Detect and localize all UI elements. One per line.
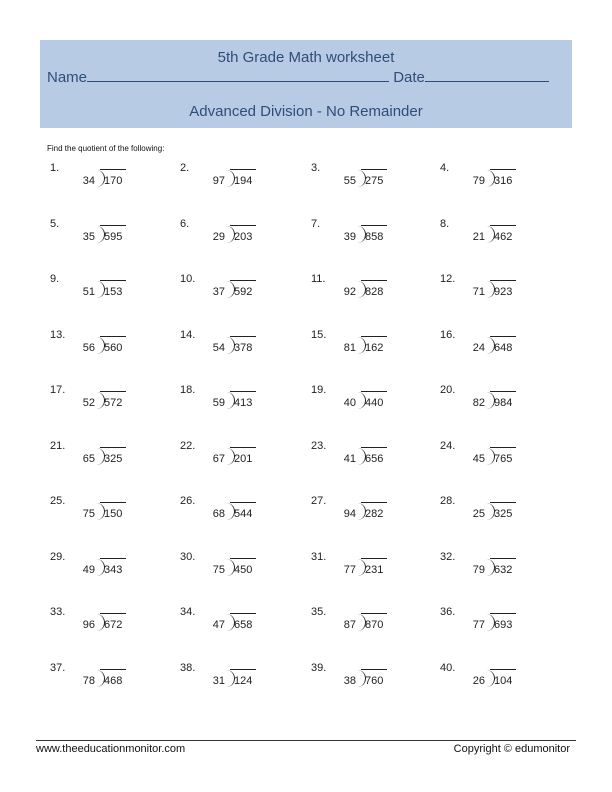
problem-number: 26. (180, 495, 196, 507)
worksheet-header (40, 40, 572, 128)
divisor: 82 (472, 397, 485, 409)
division-bar (490, 502, 516, 503)
divisor: 29 (212, 230, 225, 243)
division-bar (230, 669, 256, 670)
dividend: 560 (104, 341, 123, 354)
dividend: 104 (494, 674, 513, 687)
division-problem (440, 273, 560, 313)
dividend: 462 (494, 230, 513, 243)
divisor: 94 (343, 508, 356, 520)
dividend: 693 (494, 619, 513, 631)
divisor: 21 (472, 230, 485, 243)
dividend: 544 (234, 508, 253, 520)
problem-number: 16. (440, 328, 456, 341)
worksheet-subtitle: Advanced Division - No Remainder (189, 103, 423, 120)
division-problem (50, 662, 170, 702)
problem-number: 34. (180, 606, 196, 618)
footer-divider (36, 740, 576, 741)
division-problem (50, 551, 170, 591)
divisor: 54 (212, 341, 225, 354)
dividend: 765 (494, 452, 513, 465)
divisor: 77 (472, 619, 485, 631)
division-problem (440, 606, 560, 646)
division-problem (180, 273, 300, 313)
division-problem (440, 662, 560, 702)
problem-number: 18. (180, 384, 196, 396)
dividend: 648 (494, 341, 513, 354)
division-problem (440, 551, 560, 591)
problem-number: 2. (180, 162, 190, 174)
dividend: 656 (365, 452, 384, 465)
worksheet-title: 5th Grade Math worksheet (217, 49, 395, 66)
division-bar (100, 336, 126, 337)
division-problem (311, 606, 431, 646)
divisor: 47 (212, 619, 225, 631)
problem-number: 10. (180, 273, 196, 285)
problem-number: 39. (311, 661, 327, 674)
division-problem (311, 218, 431, 258)
division-problem (180, 662, 300, 702)
divisor: 41 (343, 452, 356, 465)
divisor: 59 (212, 397, 225, 409)
division-problem (311, 440, 431, 480)
division-problem (440, 218, 560, 258)
problem-number: 36. (440, 606, 456, 618)
divisor: 78 (82, 674, 95, 687)
dividend: 378 (234, 341, 253, 354)
division-problem (440, 440, 560, 480)
date-label: Date (393, 69, 425, 86)
divisor: 40 (343, 397, 356, 409)
dividend: 325 (494, 508, 513, 520)
dividend: 760 (365, 674, 384, 687)
dividend: 124 (234, 674, 253, 687)
division-problem (311, 384, 431, 424)
division-bar (490, 336, 516, 337)
dividend: 231 (365, 563, 384, 576)
divisor: 25 (472, 508, 485, 520)
problem-number: 24. (440, 439, 456, 452)
dividend: 440 (365, 397, 384, 409)
divisor: 52 (82, 397, 95, 409)
problem-number: 25. (50, 495, 66, 507)
divisor: 39 (343, 230, 356, 243)
divisor: 35 (82, 230, 95, 243)
division-problem (311, 495, 431, 535)
name-blank (87, 67, 389, 82)
division-bar (230, 502, 256, 503)
dividend: 632 (494, 563, 513, 576)
division-problem (50, 273, 170, 313)
dividend: 343 (104, 563, 123, 576)
divisor: 79 (472, 563, 485, 576)
division-bar (361, 225, 387, 226)
division-problem (311, 662, 431, 702)
problem-number: 32. (440, 550, 456, 563)
division-problem (50, 606, 170, 646)
instructions: Find the quotient of the following: (47, 144, 165, 153)
divisor: 49 (82, 563, 95, 576)
division-bar (100, 502, 126, 503)
division-bar (361, 336, 387, 337)
dividend: 870 (365, 619, 384, 631)
dividend: 592 (234, 286, 253, 298)
division-bar (490, 669, 516, 670)
dividend: 923 (494, 286, 513, 298)
division-problem (180, 218, 300, 258)
problem-number: 3. (311, 162, 321, 174)
dividend: 150 (104, 508, 123, 520)
divisor: 56 (82, 341, 95, 354)
dividend: 194 (234, 175, 253, 187)
problem-number: 1. (50, 162, 60, 174)
divisor: 34 (82, 175, 95, 187)
division-bar (361, 447, 387, 448)
problem-number: 20. (440, 384, 456, 396)
problem-number: 30. (180, 550, 196, 563)
division-bar (100, 613, 126, 614)
division-problem (50, 384, 170, 424)
divisor: 68 (212, 508, 225, 520)
division-bar (100, 558, 126, 559)
dividend: 595 (104, 230, 123, 243)
division-bar (361, 391, 387, 392)
divisor: 45 (472, 452, 485, 465)
dividend: 170 (104, 175, 123, 187)
division-bar (230, 613, 256, 614)
division-problem (440, 384, 560, 424)
problem-number: 8. (440, 217, 450, 230)
name-date-line (47, 67, 549, 86)
dividend: 282 (365, 508, 384, 520)
problem-number: 9. (50, 273, 60, 285)
divisor: 75 (212, 563, 225, 576)
problem-number: 15. (311, 328, 327, 341)
division-bar (100, 391, 126, 392)
problem-number: 11. (311, 273, 326, 285)
division-bar (361, 558, 387, 559)
dividend: 984 (494, 397, 513, 409)
problem-number: 35. (311, 606, 327, 618)
division-problem (180, 551, 300, 591)
divisor: 92 (343, 286, 356, 298)
division-problem (180, 606, 300, 646)
dividend: 858 (365, 230, 384, 243)
division-bar (361, 502, 387, 503)
problem-number: 27. (311, 495, 327, 507)
division-bar (361, 169, 387, 170)
divisor: 77 (343, 563, 356, 576)
divisor: 79 (472, 175, 485, 187)
divisor: 87 (343, 619, 356, 631)
division-problem (50, 440, 170, 480)
problem-number: 31. (311, 550, 327, 563)
problem-number: 22. (180, 439, 196, 452)
dividend: 828 (365, 286, 384, 298)
divisor: 97 (212, 175, 225, 187)
divisor: 38 (343, 674, 356, 687)
division-bar (490, 391, 516, 392)
division-bar (100, 225, 126, 226)
problem-number: 4. (440, 162, 450, 174)
division-problem (311, 273, 431, 313)
division-bar (230, 391, 256, 392)
problem-number: 37. (50, 661, 66, 674)
name-label: Name (47, 69, 88, 86)
division-bar (100, 169, 126, 170)
divisor: 81 (343, 341, 356, 354)
division-bar (490, 169, 516, 170)
division-problem (180, 495, 300, 535)
divisor: 71 (472, 286, 485, 298)
division-problem (180, 329, 300, 369)
divisor: 55 (343, 175, 356, 187)
dividend: 672 (104, 619, 123, 631)
division-bar (230, 280, 256, 281)
dividend: 658 (234, 619, 253, 631)
division-bar (230, 558, 256, 559)
division-bar (230, 336, 256, 337)
divisor: 96 (82, 619, 95, 631)
problem-number: 38. (180, 661, 196, 674)
division-problem (440, 162, 560, 202)
division-problem (440, 495, 560, 535)
division-bar (490, 225, 516, 226)
problem-number: 21. (50, 439, 66, 452)
dividend: 325 (104, 452, 123, 465)
problem-number: 33. (50, 606, 66, 618)
date-blank (425, 67, 549, 82)
division-bar (100, 447, 126, 448)
division-bar (230, 169, 256, 170)
divisor: 26 (472, 674, 485, 687)
footer-website: www.theeducationmonitor.com (36, 743, 186, 755)
division-problem (50, 218, 170, 258)
dividend: 153 (104, 286, 123, 298)
problem-number: 29. (50, 550, 66, 563)
problem-number: 7. (311, 217, 321, 230)
division-problem (180, 162, 300, 202)
division-problem (311, 329, 431, 369)
dividend: 203 (234, 230, 253, 243)
division-bar (490, 613, 516, 614)
division-bar (490, 558, 516, 559)
problem-number: 5. (50, 217, 60, 230)
divisor: 67 (212, 452, 225, 465)
division-problem (180, 384, 300, 424)
division-bar (361, 669, 387, 670)
division-bar (490, 447, 516, 448)
problem-number: 14. (180, 328, 196, 341)
dividend: 468 (104, 674, 123, 687)
footer-copyright: Copyright © edumonitor (453, 743, 570, 755)
division-problem (311, 551, 431, 591)
problem-number: 19. (311, 384, 327, 396)
division-bar (361, 613, 387, 614)
divisor: 65 (82, 452, 95, 465)
dividend: 572 (104, 397, 123, 409)
problem-number: 13. (50, 328, 66, 341)
dividend: 316 (494, 175, 513, 187)
dividend: 201 (234, 452, 253, 465)
division-bar (230, 225, 256, 226)
division-problem (50, 495, 170, 535)
problem-number: 23. (311, 439, 327, 452)
dividend: 275 (365, 175, 384, 187)
division-bar (100, 280, 126, 281)
division-bar (230, 447, 256, 448)
problem-number: 40. (440, 661, 456, 674)
division-problem (311, 162, 431, 202)
division-problem (50, 329, 170, 369)
division-problem (180, 440, 300, 480)
problem-number: 6. (180, 217, 190, 230)
problem-number: 12. (440, 273, 456, 285)
division-bar (100, 669, 126, 670)
division-bar (361, 280, 387, 281)
divisor: 37 (212, 286, 225, 298)
division-problem (50, 162, 170, 202)
division-problem (440, 329, 560, 369)
dividend: 450 (234, 563, 253, 576)
division-bar (490, 280, 516, 281)
problem-number: 28. (440, 495, 456, 507)
divisor: 31 (212, 674, 225, 687)
divisor: 24 (472, 341, 485, 354)
dividend: 413 (234, 397, 253, 409)
dividend: 162 (365, 341, 384, 354)
divisor: 75 (82, 508, 95, 520)
divisor: 51 (82, 286, 95, 298)
problem-number: 17. (50, 384, 66, 396)
